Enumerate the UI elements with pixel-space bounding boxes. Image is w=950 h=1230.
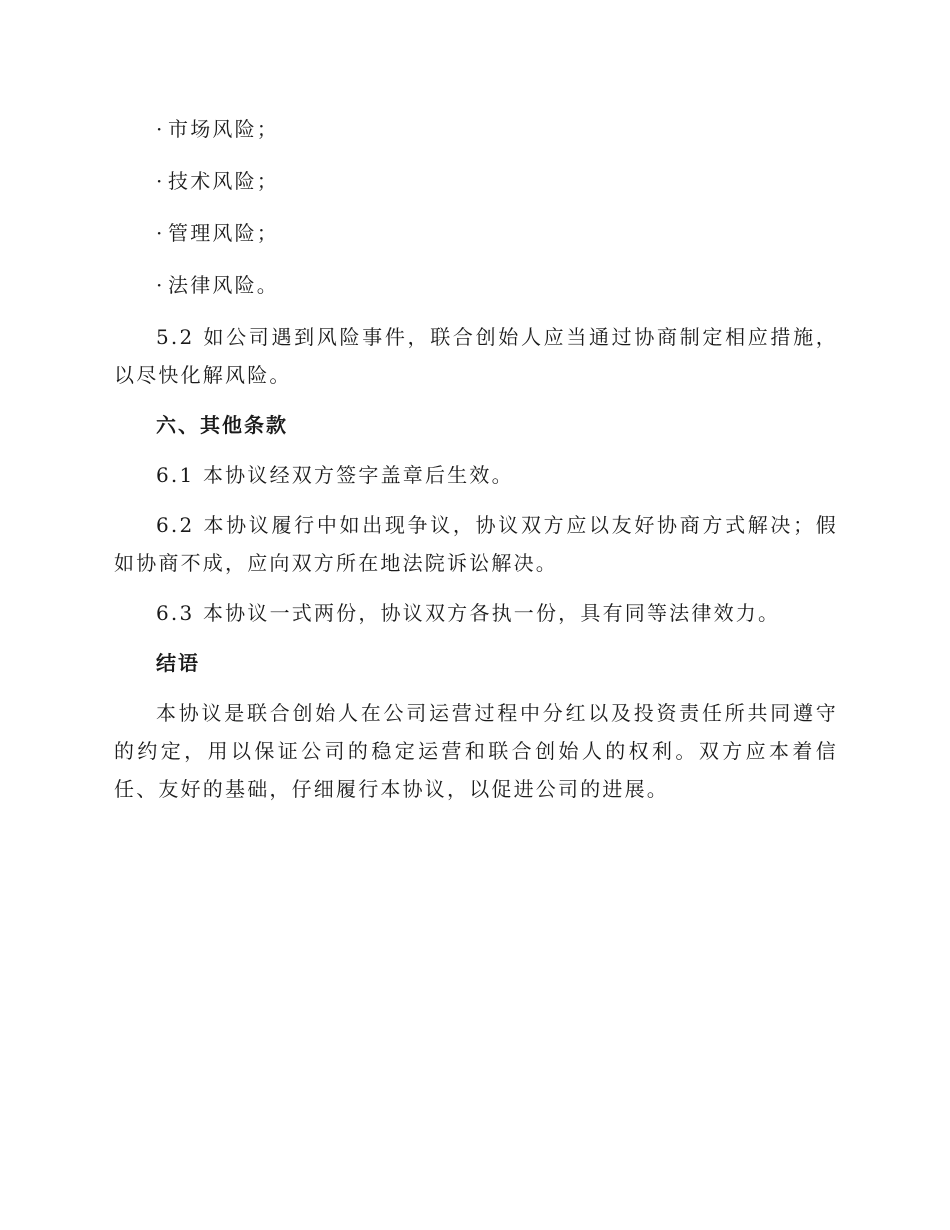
clause-6-3: 6.3 本协议一式两份，协议双方各执一份，具有同等法律效力。 xyxy=(156,601,781,625)
clause-6-2: 6.2 本协议履行中如出现争议，协议双方应以友好协商方式解决；假如协商不成，应向双方所在地法院诉讼解决。 xyxy=(114,513,838,575)
conclusion-text: 本协议是联合创始人在公司运营过程中分红以及投资责任所共同遵守的约定，用以保证公司的稳定运营和联合创始人的权利。双方应本着信任、友好的基础，仔细履行本协议，以促进公司的进展。 xyxy=(114,701,838,801)
list-item-text: 管理风险； xyxy=(168,221,279,245)
list-item xyxy=(156,162,838,200)
list-item xyxy=(156,266,838,304)
list-item xyxy=(156,214,838,252)
bullet-marker: · xyxy=(156,169,165,193)
bullet-marker: · xyxy=(156,273,165,297)
list-item xyxy=(156,110,838,148)
document-page xyxy=(114,110,838,820)
section-6-heading: 六、其他条款 xyxy=(156,413,288,437)
clause-5-2: 5.2 如公司遇到风险事件，联合创始人应当通过协商制定相应措施，以尽快化解风险。 xyxy=(114,325,838,387)
bullet-marker: · xyxy=(156,117,165,141)
clause-6-1: 6.1 本协议经双方签字盖章后生效。 xyxy=(156,463,514,487)
list-item-text: 技术风险； xyxy=(168,169,279,193)
list-item-text: 市场风险； xyxy=(168,117,279,141)
bullet-marker: · xyxy=(156,221,165,245)
conclusion-heading: 结语 xyxy=(156,651,200,675)
list-item-text: 法律风险。 xyxy=(168,273,279,297)
